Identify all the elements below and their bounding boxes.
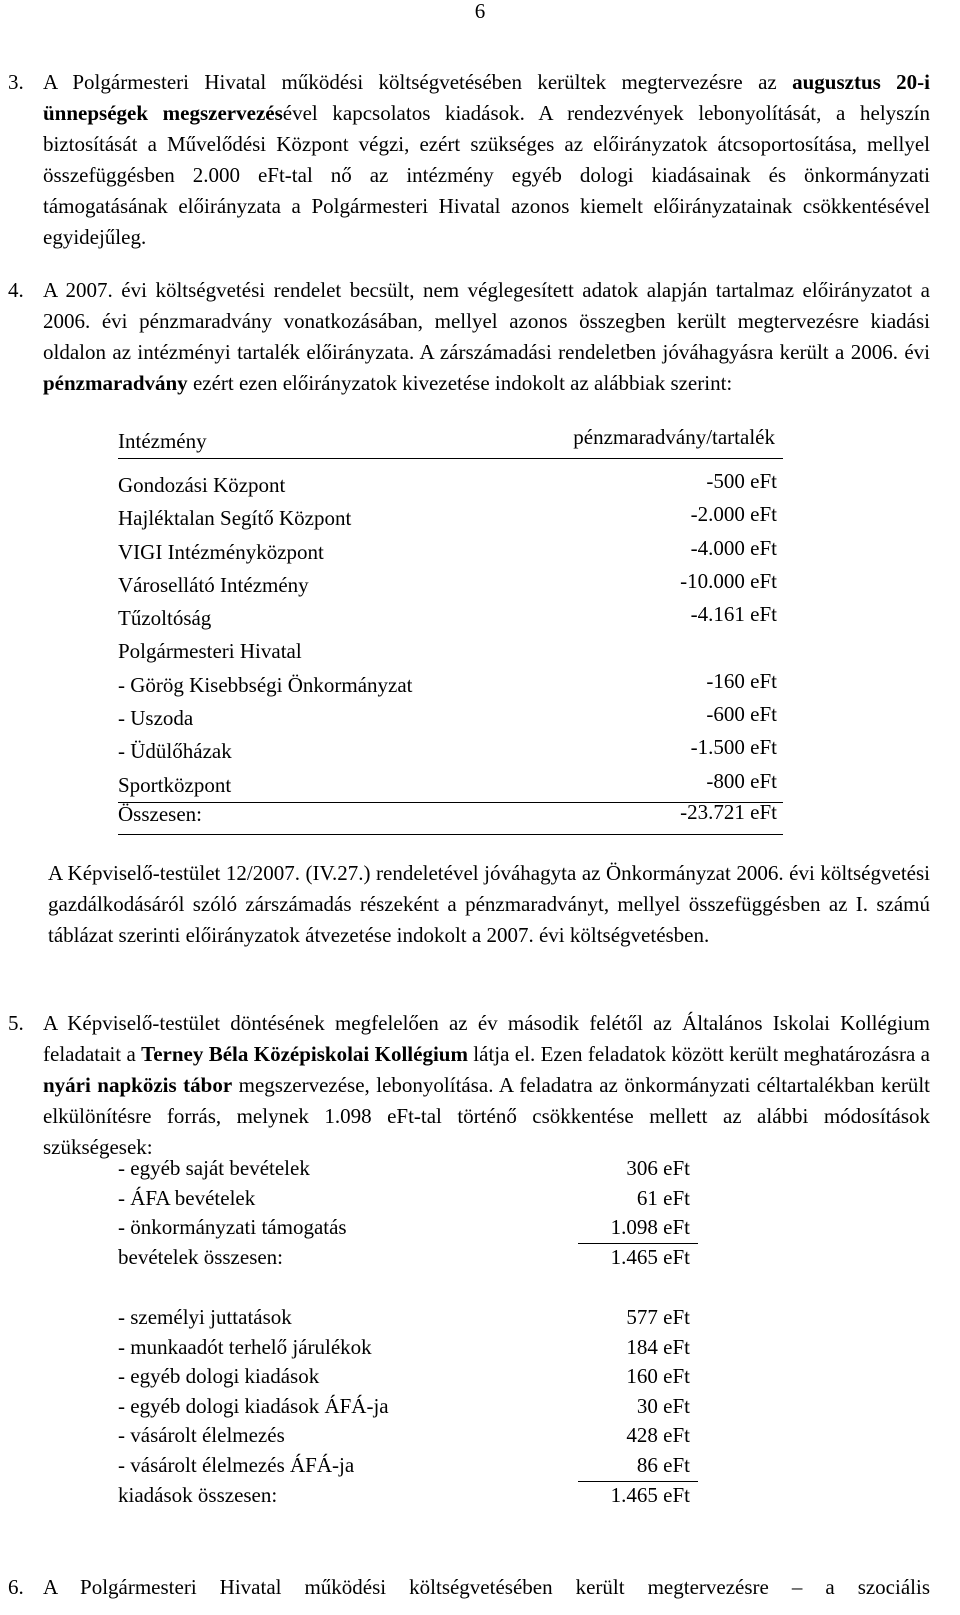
table-row	[118, 669, 783, 702]
list-item	[118, 1450, 698, 1480]
table-row-label: - Görög Kisebbségi Önkormányzat	[118, 672, 413, 697]
list-item-total	[118, 1242, 698, 1272]
section-3-number: 3.	[8, 70, 24, 94]
table-row	[118, 469, 783, 502]
list-item-label: kiadások összesen:	[118, 1482, 278, 1507]
table-row-value: -1.500 eFt	[690, 735, 777, 760]
table-row-value: -2.000 eFt	[690, 502, 777, 527]
table-row	[118, 536, 783, 569]
section-3-bold-1: augusztus 20-i ünnepségek megszervezés	[43, 70, 930, 125]
section-4-paragraph	[43, 275, 930, 399]
table-row	[118, 735, 783, 768]
table-row	[118, 602, 783, 635]
section-4-closing-paragraph	[48, 858, 930, 951]
table-row-label: Hajléktalan Segítő Központ	[118, 506, 352, 531]
list-item-value: 306 eFt	[626, 1156, 690, 1180]
table-row-value: -500 eFt	[706, 469, 777, 493]
section-4-text-2: ezért ezen előirányzatok kivezetése indokolt az alábbiak szerint:	[187, 371, 733, 395]
table-row	[118, 502, 783, 535]
section-4-closing-text: A Képviselő-testület 12/2007. (IV.27.) rendeletével jóváhagyta az Önkormányzat 2006. évi költségvetési gazdálkodásáról szóló zárszámadás részeként a pénzmaradványt, mellyel összefüggésben az I. számú táblázat szerinti előirányzatok átvezetése indokolt a 2007. évi költségvetésben.	[48, 861, 930, 947]
section-3-paragraph	[43, 67, 930, 253]
page-number: 6	[474, 0, 486, 23]
list-item-value: 61 eFt	[636, 1185, 690, 1210]
list-item-value: 1.465 eFt	[610, 1244, 690, 1269]
table-row	[118, 569, 783, 602]
section-3-text-2: ével kapcsolatos kiadások. A rendezvények lebonyolítását, a helyszín biztosítását a Művelődési Központ végzi, ezért szükséges az előirányzatok átcsoportosítása, mellyel összefüggésben 2.000 eFt-tal nő az intézmény egyéb dologi kiadásainak és önkormányzati támogatásának előirányzata a Polgármesteri Hivatal azonos kiemelt előirányzatainak csökkentésével egyidejűleg.	[43, 101, 930, 249]
list-item-label: - munkaadót terhelő járulékok	[118, 1334, 372, 1359]
revenues-table	[118, 1153, 698, 1271]
table-total-row	[118, 799, 783, 835]
section-6-text-1: A Polgármesteri Hivatal működési költségvetésében került megtervezésre – a szociális	[43, 1575, 930, 1599]
list-item	[118, 1153, 698, 1183]
table-total-value: -23.721 eFt	[680, 799, 777, 824]
list-item	[118, 1332, 698, 1362]
list-item	[118, 1302, 698, 1332]
reserve-table-header	[118, 425, 783, 459]
list-item-label: - egyéb saját bevételek	[118, 1156, 310, 1180]
section-4-number: 4.	[8, 278, 24, 302]
table-row-label: - Uszoda	[118, 706, 194, 731]
list-item-label: - ÁFA bevételek	[118, 1185, 256, 1210]
list-item-value: 428 eFt	[626, 1423, 690, 1448]
table-total-label: Összesen:	[118, 801, 202, 826]
list-item-value: 577 eFt	[626, 1305, 690, 1329]
list-item	[118, 1212, 698, 1242]
table-row-value: -10.000 eFt	[680, 568, 777, 593]
table-row-label: Polgármesteri Hivatal	[118, 639, 302, 664]
table-row-label: VIGI Intézményközpont	[118, 539, 324, 564]
list-item-label: - egyéb dologi kiadások	[118, 1364, 320, 1389]
section-4-bold-1: pénzmaradvány	[43, 371, 188, 395]
list-item	[118, 1361, 698, 1391]
list-item-label: bevételek összesen:	[118, 1244, 284, 1269]
reserve-table	[118, 425, 783, 835]
table-row-value: -160 eFt	[706, 668, 777, 693]
list-item	[118, 1183, 698, 1213]
table-row-value: -600 eFt	[706, 702, 777, 727]
expenses-table	[118, 1302, 698, 1509]
table-row-label: Sportközpont	[118, 772, 232, 797]
list-item-label: - vásárolt élelmezés ÁFÁ-ja	[118, 1452, 355, 1477]
section-6-number: 6.	[8, 1575, 24, 1599]
table-row-label: - Üdülőházak	[118, 739, 232, 764]
section-5-number: 5.	[8, 1011, 24, 1035]
table-row-value: -4.000 eFt	[690, 535, 777, 560]
section-5-text-2: látja el. Ezen feladatok között került meghatározásra a	[467, 1042, 930, 1066]
reserve-table-header-amount: pénzmaradvány/tartalék	[573, 425, 775, 449]
section-6-paragraph	[43, 1572, 930, 1603]
table-row	[118, 635, 783, 668]
table-row-value: -800 eFt	[706, 768, 777, 793]
list-item-value: 160 eFt	[626, 1364, 690, 1389]
section-5-text-1: A Képviselő-testület döntésének megfelelően az év második felétől az Általános Iskolai Kollégium feladatait a	[43, 1011, 930, 1066]
list-item-label: - egyéb dologi kiadások ÁFÁ-ja	[118, 1393, 389, 1418]
list-item-label: - önkormányzati támogatás	[118, 1215, 347, 1240]
list-item	[118, 1391, 698, 1421]
table-row-label: Tűzoltóság	[118, 606, 212, 631]
list-item-value: 86 eFt	[578, 1450, 698, 1482]
list-item-label: - személyi juttatások	[118, 1305, 292, 1329]
table-row	[118, 702, 783, 735]
list-item-label: - vásárolt élelmezés	[118, 1423, 285, 1448]
section-4-text-1: A 2007. évi költségvetési rendelet becsült, nem véglegesített adatok alapján tartalmaz előirányzatot a 2006. évi pénzmaradvány vonatkozásában, mellyel azonos összegben került megtervezésre kiadási oldalon az intézményi tartalék előirányzata. A zárszámadási rendeletben jóváhagyásra került a 2006. évi	[43, 278, 930, 364]
list-item-value: 1.465 eFt	[610, 1482, 690, 1507]
section-5-text-3: megszervezése, lebonyolítása. A feladatra az önkormányzati céltartalékban került elkülönítésre forrás, melynek 1.098 eFt-tal történő csökkentése mellett az alábbi módosítások szükségesek:	[43, 1073, 930, 1159]
list-item-value: 184 eFt	[626, 1334, 690, 1359]
section-5-bold-2: nyári napközis tábor	[43, 1073, 233, 1097]
table-row-value: -4.161 eFt	[690, 602, 777, 627]
section-5-bold-1: Terney Béla Középiskolai Kollégium	[141, 1042, 468, 1066]
list-item-value: 30 eFt	[636, 1393, 690, 1418]
reserve-table-header-institution: Intézmény	[118, 429, 207, 453]
section-5-paragraph	[43, 1008, 930, 1163]
list-item-value: 1.098 eFt	[578, 1212, 698, 1244]
list-item-total	[118, 1480, 698, 1510]
section-3-text-1: A Polgármesteri Hivatal működési költségvetésében kerültek megtervezésre az	[43, 70, 793, 94]
table-row-label: Városellátó Intézmény	[118, 572, 309, 597]
list-item	[118, 1420, 698, 1450]
table-row-label: Gondozási Központ	[118, 473, 286, 497]
